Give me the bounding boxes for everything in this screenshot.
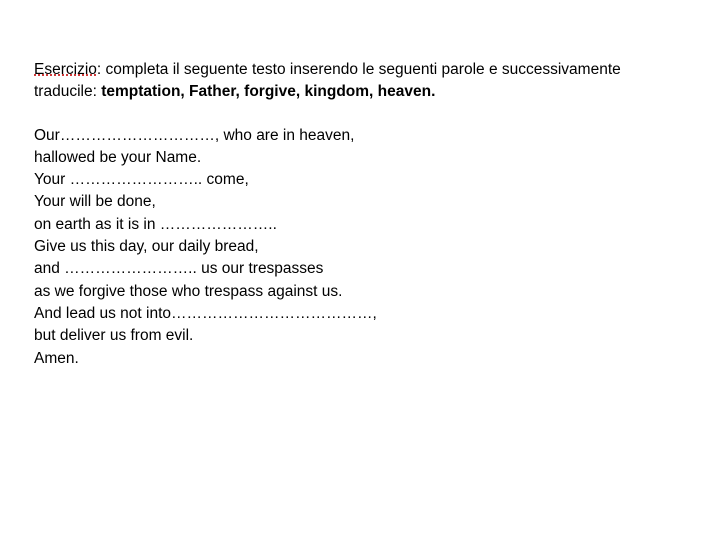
prayer-line: Give us this day, our daily bread, <box>34 238 259 256</box>
prayer-line: And lead us not into…………………………………, <box>34 304 377 322</box>
prayer-line: Your …………………….. come, <box>34 171 249 189</box>
prayer-line: Amen. <box>34 349 79 367</box>
prayer-line: Our…………………………, who are in heaven, <box>34 126 355 144</box>
prayer-line: Your will be done, <box>34 193 156 211</box>
exercise-word-list: temptation, Father, forgive, kingdom, heaven. <box>101 83 436 101</box>
prayer-text <box>34 125 704 370</box>
exercise-text-part1: : completa il seguente testo inserendo le seguenti parole e successivamente <box>96 61 621 78</box>
prayer-line: but deliver us from evil. <box>34 327 194 345</box>
exercise-instructions <box>34 59 704 104</box>
document-page <box>34 59 704 370</box>
prayer-line: as we forgive those who trespass against us. <box>34 282 343 300</box>
exercise-label: Esercizio <box>34 61 97 78</box>
prayer-line: and …………………….. us our trespasses <box>34 260 324 278</box>
prayer-line: hallowed be your Name. <box>34 148 202 166</box>
prayer-line: on earth as it is in ………………….. <box>34 215 277 233</box>
exercise-text-part2: traducile: <box>34 83 102 101</box>
